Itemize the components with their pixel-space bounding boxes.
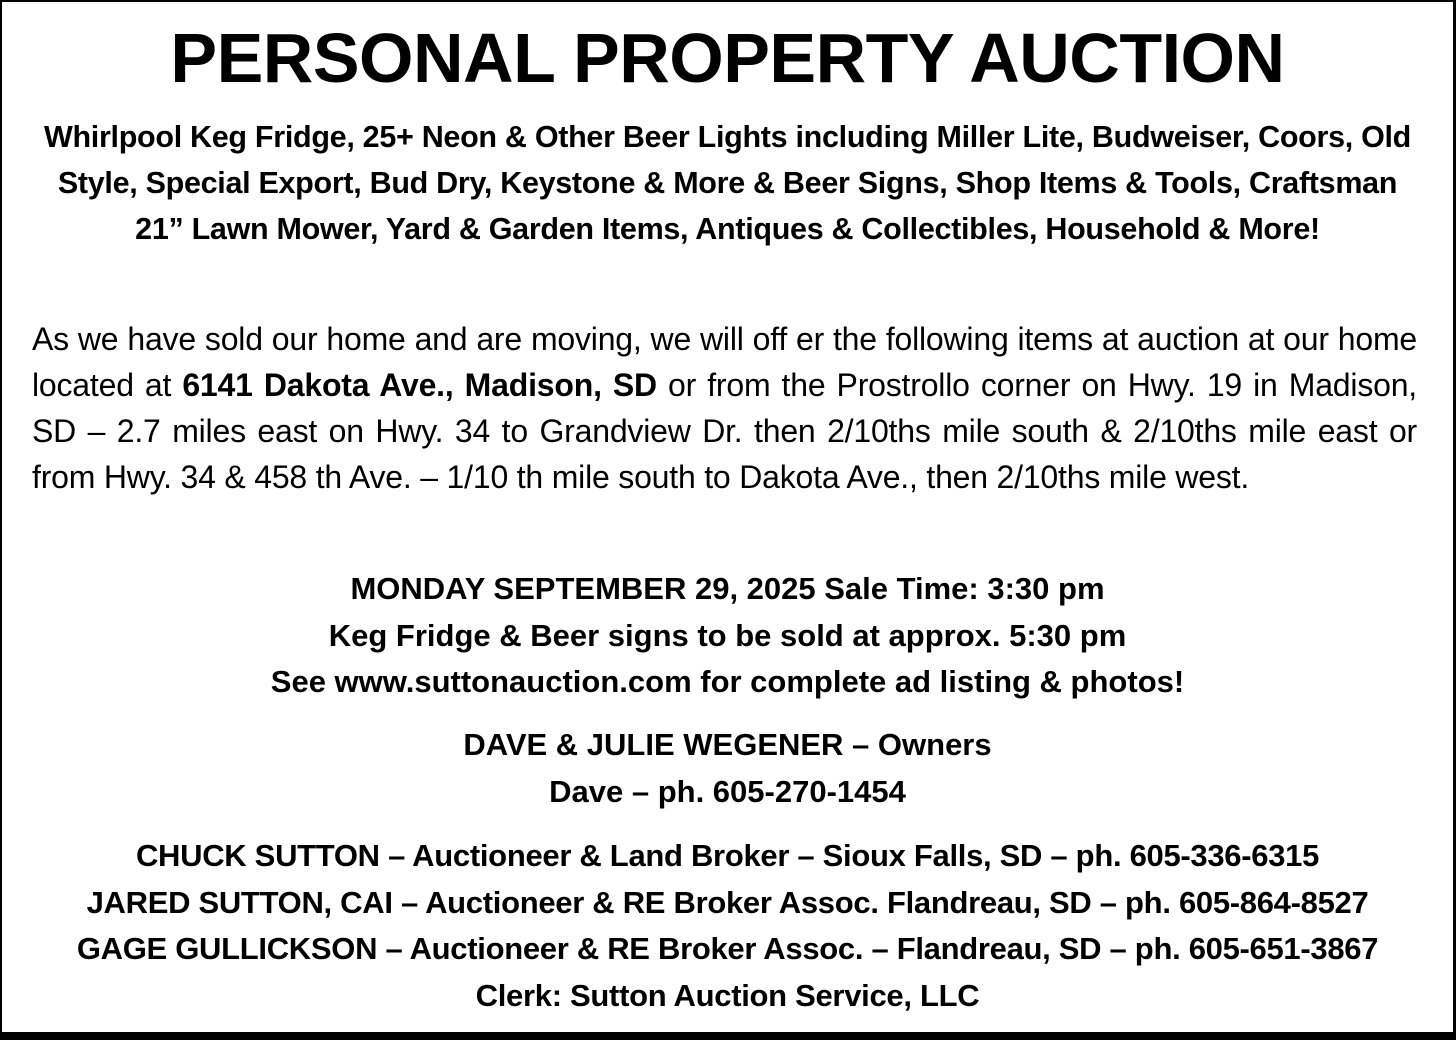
- auctioneer-line: GAGE GULLICKSON – Auctioneer & RE Broker Assoc. – Flandreau, SD – ph. 605-651-3867: [76, 931, 1379, 966]
- location-paragraph: [32, 316, 1417, 500]
- sale-date-line: MONDAY SEPTEMBER 29, 2025 Sale Time: 3:30 pm: [350, 571, 1105, 606]
- directions-text: or from the Prostrollo corner on Hwy. 19 in Madison, SD – 2.7 miles east on Hwy. 34 to Grandview Dr. then 2/10ths mile south & 2/10ths mile east or from Hwy. 34 & 458 th Ave. – 1/10 th mile south to Dakota Ave., then 2/10ths mile west.: [32, 367, 1417, 495]
- auctioneer-line: CHUCK SUTTON – Auctioneer & Land Broker – Sioux Falls, SD – ph. 605-336-6315: [135, 838, 1320, 873]
- clerk-line: Clerk: Sutton Auction Service, LLC: [475, 977, 980, 1013]
- address-text: 6141 Dakota Ave., Madison, SD: [182, 367, 657, 403]
- auctioneer-line: JARED SUTTON, CAI – Auctioneer & RE Broker Assoc. Flandreau, SD – ph. 605-864-8527: [86, 884, 1369, 920]
- website-line: See www.suttonauction.com for complete ad listing & photos!: [270, 664, 1185, 699]
- owner-phone-line: Dave – ph. 605-270-1454: [549, 773, 906, 809]
- owners-line: DAVE & JULIE WEGENER – Owners: [463, 727, 992, 762]
- items-summary: Whirlpool Keg Fridge, 25+ Neon & Other Beer Lights including Miller Lite, Budweiser, Coors, Old Style, Special Export, Bud Dry, Keystone & More & Beer Signs, Shop Items & Tools, Craftsman 21” Lawn Mower, Yard & Garden Items, Antiques & Collectibles, Household & More!: [43, 120, 1412, 246]
- auctioneers-info: [2, 833, 1453, 1019]
- intro-text: As we have sold our home and are moving, we will off er the following items at auction at our home located at: [32, 321, 1417, 403]
- ad-title: PERSONAL PROPERTY AUCTION: [170, 19, 1285, 97]
- keg-sale-line: Keg Fridge & Beer signs to be sold at approx. 5:30 pm: [328, 617, 1127, 653]
- sale-info: [2, 566, 1453, 706]
- owners-info: [2, 722, 1453, 815]
